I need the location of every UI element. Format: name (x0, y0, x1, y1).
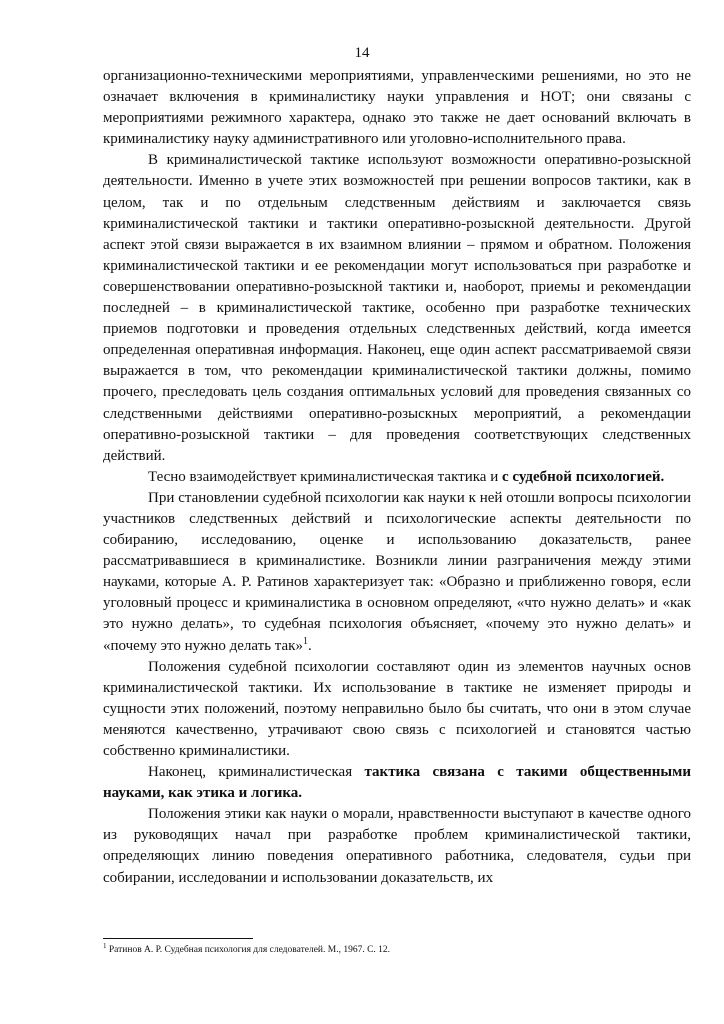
footnote-mark: 1 (103, 941, 107, 950)
footnote-reference[interactable]: 1 (302, 635, 308, 647)
body-text (103, 66, 691, 889)
paragraph-psychology-provisions: Положения судебной психологии составляют один из элементов научных основ криминалистической тактики. Их использование в тактике не изменяет природы и сущности этих положений, поэтому неправильно было бы считать, что они в этом случае меняются качественно, утрачивают свою связь с психологией и становятся частью собственно криминалистики. (103, 658, 691, 759)
paragraph-text-end: . (307, 637, 312, 654)
paragraph-operative-search: В криминалистической тактике используют возможности оперативно-розыскной деятельности. Именно в учете этих возможностей при решении вопросов тактики, как в целом, так и по отдельным следственным действиям и заключается связь криминалистической тактики и тактики оперативно-розыскной деятельности. Другой аспект этой связи выражается в их взаимном влиянии – прямом и обратном. Положения криминалистической тактики и ее рекомендации могут использоваться при разработке и совершенствовании оперативно-розыскной тактики и, наоборот, приемы и рекомендации последней – в криминалистической тактике, особенно при разработке технических приемов подготовки и проведения отдельных следственных действий, когда имеется определенная оперативная информация. Наконец, еще один аспект рассматриваемой связи выражается в том, что рекомендации криминалистической тактики должны, помимо прочего, преследовать цель создания оптимальных условий для проведения связанных со следственными действиями оперативно-розыскных мероприятий, а рекомендации оперативно-розыскной тактики – для проведения соответствующих следственных действий. (103, 152, 691, 464)
emphasis-text: с судебной психологией. (502, 468, 665, 485)
paragraph-forensic-psychology (103, 488, 691, 657)
paragraph-ethics: Положения этики как науки о морали, нравственности выступают в качестве одного из руководящих начал при разработке проблем криминалистической тактики, определяющих линию поведения оперативного работника, следователя, судьи при собирании, исследовании и использовании доказательств, их (103, 806, 691, 886)
footnote-divider (103, 938, 253, 939)
paragraph-forensic-psychology-intro (103, 467, 691, 488)
paragraph-text: Тесно взаимодействует криминалистическая тактика и (148, 468, 502, 485)
paragraph-ethics-logic-intro (103, 762, 691, 804)
page-number: 14 (354, 45, 370, 61)
paragraph-text: Наконец, криминалистическая (148, 764, 365, 781)
footnote-text: Ратинов А. Р. Судебная психология для следователей. М., 1967. С. 12. (108, 945, 391, 955)
paragraph-continued: организационно-техническими мероприятиями, управленческими решениями, но это не означает включения в криминалистику науки управления и НОТ; они связаны с мероприятиями режимного характера, однако это также не дает оснований включать в криминалистику науку административного или уголовно-исполнительного права. (103, 68, 691, 148)
emphasis-text: тактика связана с такими общественными науками, как этика и логика. (103, 764, 691, 802)
paragraph-text: При становлении судебной психологии как науки к ней отошли вопросы психологии участников следственных действий и психологические аспекты деятельности по собиранию, исследованию, оценке и использованию доказательств, ранее рассматривавшиеся в криминалистике. Возникли линии разграничения между этими науками, которые А. Р. Ратинов характеризует так: «Образно и приближенно говоря, если уголовный процесс и криминалистика в основном определяют, «что нужно делать» и «как это нужно делать», то судебная психология объясняет, «почему это нужно делать» и «почему это нужно делать так» (103, 489, 691, 654)
footnote (103, 941, 691, 957)
